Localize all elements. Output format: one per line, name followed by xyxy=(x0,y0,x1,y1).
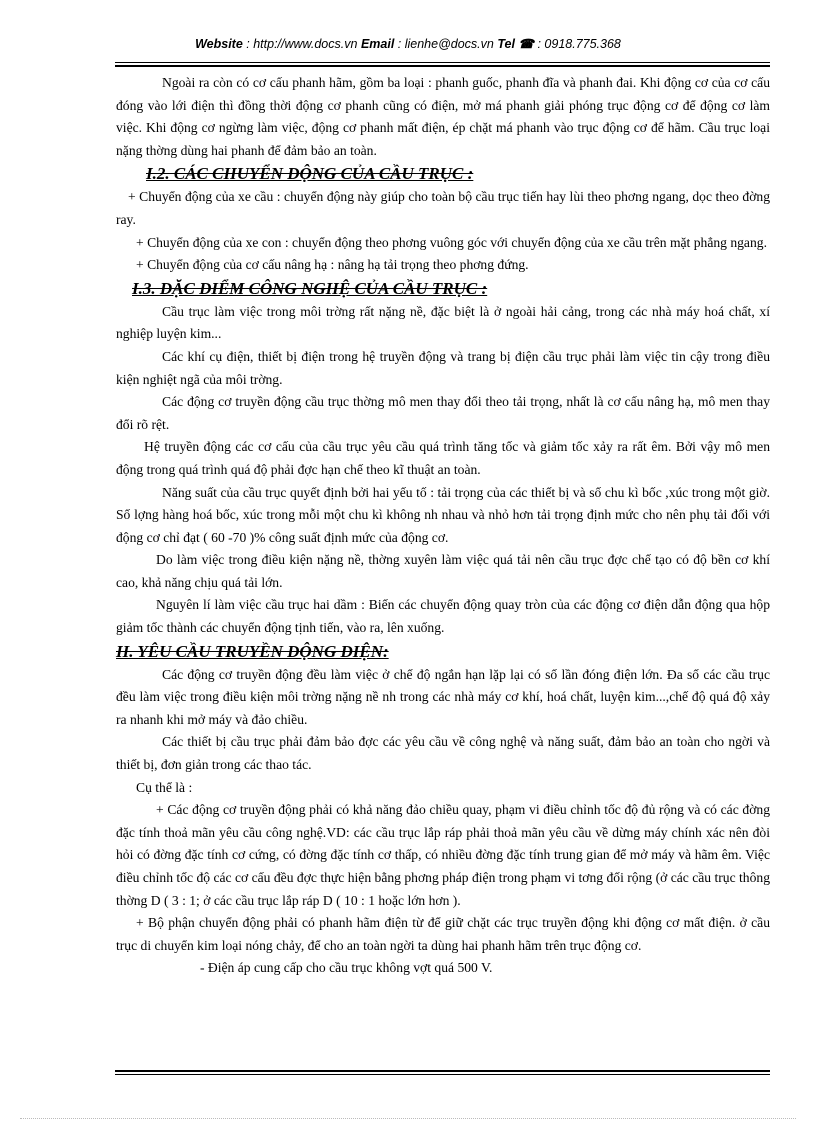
paragraph-environment: Cầu trục làm việc trong môi trờng rất nặng nề, đặc biệt là ở ngoài hải cảng, trong các nhà máy hoá chất, xí nghiệp luyện kim... xyxy=(116,303,770,342)
paragraph-hoist-motion: + Chuyển động của cơ cấu nâng hạ : nâng hạ tải trọng theo phơng đứng. xyxy=(136,257,529,273)
heading-crane-motions: I.2. CÁC CHUYỂN ĐỘNG CỦA CẦU TRỤC : xyxy=(146,164,474,184)
paragraph-trolley-motion: + Chuyển động của xe con : chuyển động theo phơng vuông góc với chuyển động của xe cầu trên mặt phẳng ngang. xyxy=(136,234,767,250)
document-body xyxy=(116,72,770,980)
paragraph-durability: Do làm việc trong điều kiện nặng nề, thờng xuyên làm việc quá tải nên cầu trục đợc chế tạo có độ bền cơ khí cao, khả năng chịu quá tải lớn. xyxy=(116,552,770,590)
paragraph-acceleration: Hệ truyền động các cơ cấu của cầu trục yêu cầu quá trình tăng tốc và giảm tốc xảy ra rất êm. Bởi vậy mô men động trong quá trình quá độ phải đợc hạn chế theo kĩ thuật an toàn. xyxy=(116,439,770,477)
website-value: : http://www.docs.vn xyxy=(246,37,358,51)
paragraph-devices: Các khí cụ điện, thiết bị điện trong hệ truyền động và trang bị điện cầu trục phải làm việc tin cậy trong điều kiện nghiệt ngã của môi trờng. xyxy=(116,348,770,387)
paragraph-productivity: Năng suất của cầu trục quyết định bởi hai yếu tố : tải trọng của các thiết bị và số chu kì bốc ,xúc trong một giờ. Số lợng hàng hoá bốc, xúc trong mỗi một chu kì không nh nhau và nhỏ hơn tải trọng định mức cho nên phụ tải đối với động cơ chỉ đạt ( 60 -70 )% công suất định mức của động cơ. xyxy=(116,484,770,545)
page-bottom-dotted-line xyxy=(20,1118,796,1119)
tel-value: : 0918.775.368 xyxy=(537,37,621,51)
paragraph-equipment: Các thiết bị cầu trục phải đảm bảo đợc các yêu cầu về công nghệ và năng suất, đảm bảo an toàn cho ngời và thiết bị, đơn giản trong các thao tác. xyxy=(116,734,770,773)
website-label: Website xyxy=(195,37,243,51)
paragraph-specifically: Cụ thể là : xyxy=(136,779,193,795)
paragraph-torque: Các động cơ truyền động cầu trục thờng mô men thay đổi theo tải trọng, nhất là cơ cấu nâng hạ, mô men thay đổi rõ rệt. xyxy=(116,394,770,432)
footer-rule-thick xyxy=(115,1070,770,1072)
email-label: Email xyxy=(360,37,395,51)
paragraph-brake-requirement: + Bộ phận chuyển động phải có phanh hãm điện từ để giữ chặt các trục truyền động khi động cơ mất điện. ở cầu trục di chuyển kim loại nóng chảy, để cho an toàn ngời ta dùng hai phanh hãm trên trục động cơ. xyxy=(116,915,770,953)
tel-label: Tel ☎ xyxy=(497,37,534,51)
paragraph-brakes: Ngoài ra còn có cơ cấu phanh hãm, gồm ba loại : phanh guốc, phanh đĩa và phanh đai. Khi động cơ của cơ cấu đóng vào lới điện thì đồng thời động cơ phanh cũng có điện, mở má phanh giải phóng trục động cơ để động cơ làm việc. Khi động cơ ngừng làm việc, động cơ phanh mất điện, ép chặt má phanh vào trục động cơ để hãm. Cầu trục loại nặng thờng dùng hai phanh để đảm bảo an toàn. xyxy=(116,75,770,158)
header-rule xyxy=(115,62,770,63)
footer-rule xyxy=(115,1074,770,1075)
paragraph-voltage: - Điện áp cung cấp cho cầu trục không vợt quá 500 V. xyxy=(200,960,493,976)
paragraph-speed-control: + Các động cơ truyền động phải có khả năng đảo chiều quay, phạm vi điều chỉnh tốc độ đủ rộng và có các đờng đặc tính thoả mãn yêu cầu công nghệ.VD: các cầu trục lắp ráp phải thoả mãn yêu cầu về dừng máy chính xác nên đòi hỏi có đờng đặc tính cơ cứng, có đờng đặc tính cơ thấp, có nhiều đờng đặc tính trung gian để mở máy và hãm êm. Việc điều chỉnh tốc độ các cơ cấu đều đợc thực hiện bằng phơng pháp điện trong phạm vi tơng đối rộng (ở các cầu trục thông thờng D ( 3 : 1; ở các cầu trục lắp ráp D ( 10 : 1 hoặc lớn hơn ). xyxy=(116,802,770,908)
paragraph-duty-mode: Các động cơ truyền động đều làm việc ở chế độ ngắn hạn lặp lại có số lần đóng điện lớn. Đa số các cầu trục đều làm việc trong điều kiện môi trờng nặng nề nh trong các nhà máy cơ khí, hoá chất, luyện kim...,chế độ quá độ xảy ra nhanh khi mở máy và đảo chiều. xyxy=(116,666,770,727)
heading-technology-features: I.3. ĐẶC ĐIỂM CÔNG NGHỆ CỦA CẦU TRỤC : xyxy=(132,278,488,298)
header-rule-thick xyxy=(115,65,770,67)
heading-drive-requirements: II. YÊU CẦU TRUYỀN ĐỘNG ĐIỆN: xyxy=(116,641,389,661)
email-value: : lienhe@docs.vn xyxy=(397,37,494,51)
paragraph-bridge-motion: + Chuyển động của xe cầu : chuyển động này giúp cho toàn bộ cầu trục tiến hay lùi theo phơng ngang, dọc theo đờng ray. xyxy=(116,189,770,227)
paragraph-principle: Nguyên lí làm việc cầu trục hai dầm : Biến các chuyển động quay tròn của các động cơ điện dẫn động qua hộp giảm tốc thành các chuyển động tịnh tiến, vào ra, lên xuống. xyxy=(116,597,770,636)
page-header xyxy=(0,36,816,51)
